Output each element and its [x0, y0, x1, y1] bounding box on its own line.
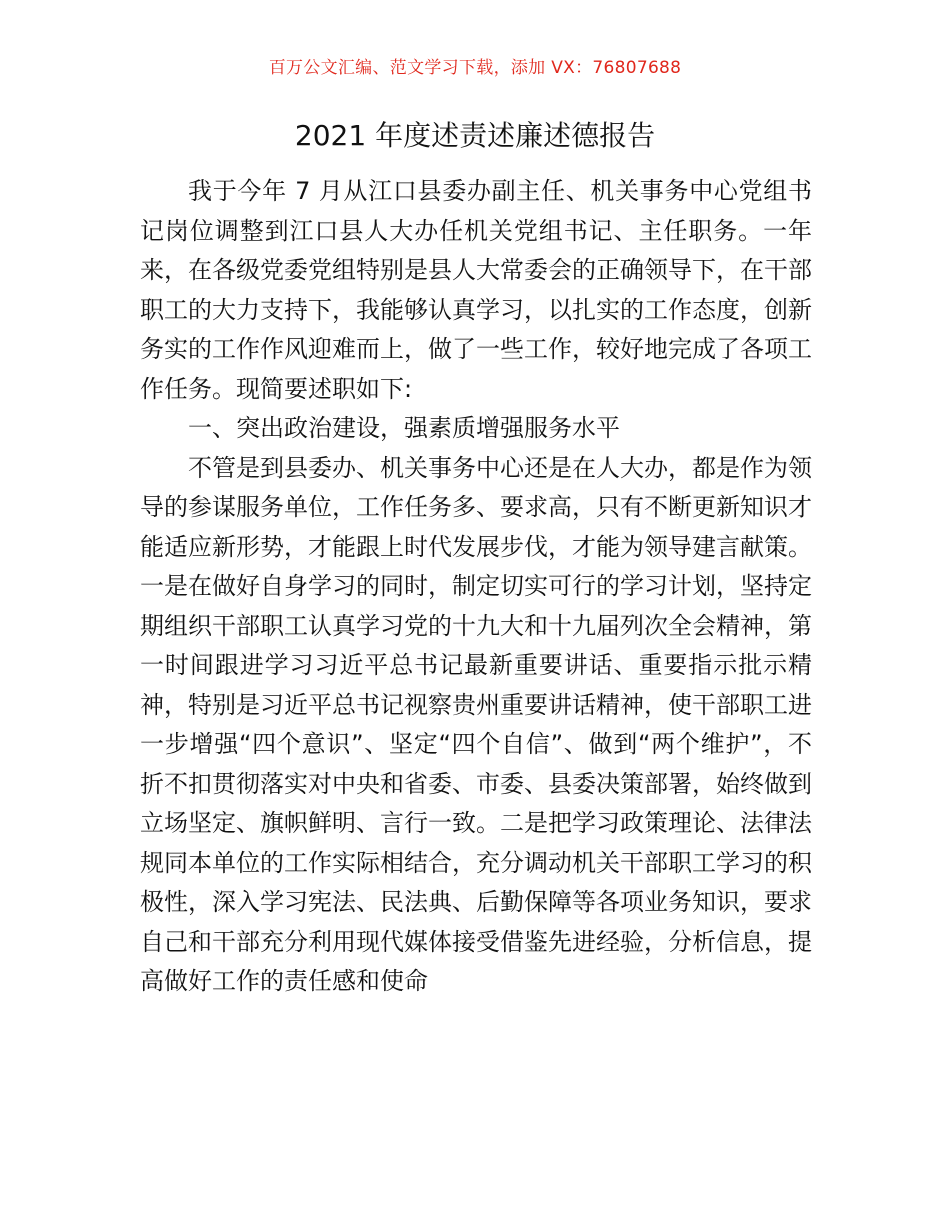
paragraph-section-1: 不管是到县委办、机关事务中心还是在人大办，都是作为领导的参谋服务单位，工作任务多、要求高，只有不断更新知识才能适应新形势，才能跟上时代发展步伐，才能为领导建言献策。一是在做好自身学习的同时，制定切实可行的学习计划，坚持定期组织干部职工认真学习党的十九大和十九届列次全会精神，第一时间跟进学习习近平总书记最新重要讲话、重要指示批示精神，特别是习近平总书记视察贵州重要讲话精神，使干部职工进一步增强“四个意识”、坚定“四个自信”、做到“两个维护”，不折不扣贯彻落实对中央和省委、市委、县委决策部署，始终做到立场坚定、旗帜鲜明、言行一致。二是把学习政策理论、法律法规同本单位的工作实际相结合，充分调动机关干部职工学习的积极性，深入学习宪法、民法典、后勤保障等各项业务知识，要求自己和干部充分利用现代媒体接受借鉴先进经验，分析信息，提高做好工作的责任感和使命 — [140, 453, 812, 995]
watermark-banner: 百万公文汇编、范文学习下载，添加 VX：76807688 — [268, 58, 682, 78]
document-title: 2021 年度述责述廉述德报告 — [294, 119, 656, 152]
document-body — [140, 172, 812, 1002]
paragraph-intro: 我于今年 7 月从江口县委办副主任、机关事务中心党组书记岗位调整到江口县人大办任机关党组书记、主任职务。一年来，在各级党委党组特别是县人大常委会的正确领导下，在干部职工的大力支持下，我能够认真学习，以扎实的工作态度，创新务实的工作作风迎难而上，做了一些工作，较好地完成了各项工作任务。现简要述职如下: — [140, 177, 812, 403]
section-heading-1: 一、突出政治建设，强素质增强服务水平 — [188, 414, 620, 442]
